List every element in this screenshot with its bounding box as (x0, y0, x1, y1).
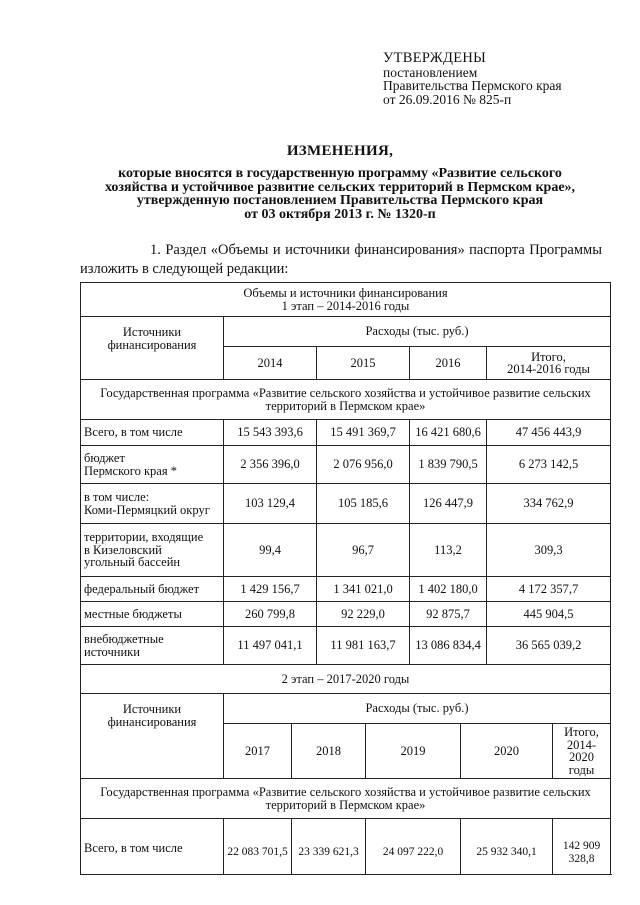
expenses-header: Расходы (тыс. руб.) (224, 694, 611, 724)
table-row (81, 484, 611, 524)
value-cell: 105 185,6 (317, 484, 410, 524)
value-cell: 6 273 142,5 (487, 446, 611, 484)
program-title-line: Государственная программа «Развитие сельского хозяйства и устойчивое развитие сельских (100, 386, 591, 400)
row-label: в том числе: Коми-Пермяцкий округ (81, 484, 224, 524)
paragraph-word: «Объемы (210, 242, 269, 258)
value-cell: 11 981 163,7 (317, 627, 410, 665)
year-header: 2019 (366, 724, 461, 779)
value-cell: 2 356 396,0 (224, 446, 317, 484)
value-cell: 4 172 357,7 (487, 577, 611, 602)
financing-table (80, 282, 611, 875)
total-header-line: 2014-2020 годы (566, 737, 597, 777)
value-cell: 1 341 021,0 (317, 577, 410, 602)
paragraph-word: 1. (150, 242, 161, 258)
table-header (81, 283, 611, 317)
sources-header (81, 317, 224, 380)
value-cell: 309,3 (487, 524, 611, 577)
row-label: федеральный бюджет (81, 577, 224, 602)
paragraph-word: источники (285, 242, 350, 258)
paragraph-word: Раздел (165, 242, 207, 258)
program-title-row (81, 779, 611, 819)
value-cell: 99,4 (224, 524, 317, 577)
value-cell: 2 076 956,0 (317, 446, 410, 484)
table-row (81, 524, 611, 577)
row-label: территории, входящие в Кизеловский угольный бассейн (81, 524, 224, 577)
total-header-line: Итого, (531, 349, 566, 364)
row-label: местные бюджеты (81, 602, 224, 627)
title-line: которые вносятся в государственную программу «Развитие сельского (118, 166, 562, 181)
value-cell: 11 497 041,1 (224, 627, 317, 665)
value-cell: 445 904,5 (487, 602, 611, 627)
value-cell: 92 875,7 (410, 602, 487, 627)
title-line: утвержденную постановлением Правительства Пермского края (136, 193, 544, 209)
year-header: 2018 (292, 724, 366, 779)
paragraph-word: паспорта (469, 242, 525, 258)
value-cell: 103 129,4 (224, 484, 317, 524)
value-cell: 1 839 790,5 (410, 446, 487, 484)
program-title-line: территорий в Пермском крае» (265, 797, 426, 812)
total-header (553, 724, 611, 779)
table-header-line: Объемы и источники финансирования (243, 286, 448, 300)
section-paragraph (80, 241, 602, 278)
value-cell: 334 762,9 (487, 484, 611, 524)
row-label: внебюджетные источники (81, 627, 224, 665)
table-row (81, 420, 611, 446)
title-line: хозяйства и устойчивое развитие сельских территорий в Пермском крае», (104, 179, 576, 195)
paragraph-line (80, 241, 602, 260)
stage2-header: 2 этап – 2017-2020 годы (81, 665, 611, 694)
row-label: Всего, в том числе (81, 819, 224, 875)
value-cell: 22 083 701,5 (224, 819, 292, 875)
value-cell: 24 097 222,0 (366, 819, 461, 875)
approval-heading: УТВЕРЖДЕНЫ (383, 50, 487, 66)
total-header (487, 347, 611, 380)
approval-date: от 26.09.2016 № 825-п (383, 91, 512, 107)
title-line: от 03 октября 2013 г. № 1320-п (244, 206, 436, 222)
value-cell: 142 909 328,8 (553, 819, 611, 875)
table-row (81, 577, 611, 602)
value-cell: 96,7 (317, 524, 410, 577)
value-cell: 113,2 (410, 524, 487, 577)
program-title-line: территорий в Пермском крае» (265, 398, 426, 413)
value-cell: 36 565 039,2 (487, 627, 611, 665)
value-cell: 1 402 180,0 (410, 577, 487, 602)
value-cell: 260 799,8 (224, 602, 317, 627)
paragraph-line: изложить в следующей редакции: (80, 260, 289, 277)
table-row (81, 602, 611, 627)
program-title-line: Государственная программа «Развитие сельского хозяйства и устойчивое развитие сельских (100, 785, 591, 799)
approval-line: постановлением (383, 64, 478, 80)
value-cell: 25 932 340,1 (461, 819, 553, 875)
value-cell: 16 421 680,6 (410, 420, 487, 446)
table-row (81, 819, 611, 875)
sources-header-line: Источники (122, 325, 182, 339)
approval-stamp (383, 52, 562, 106)
value-cell: 47 456 443,9 (487, 420, 611, 446)
sources-header-line: финансирования (107, 714, 197, 729)
row-label: бюджет Пермского края * (81, 446, 224, 484)
expenses-header: Расходы (тыс. руб.) (224, 317, 611, 347)
sources-header-line: финансирования (107, 337, 197, 352)
paragraph-word: Программы (529, 242, 602, 258)
title-heading: ИЗМЕНЕНИЯ, (286, 143, 394, 159)
value-cell: 15 543 393,6 (224, 420, 317, 446)
paragraph-word: финансирования» (354, 242, 465, 258)
value-cell: 15 491 369,7 (317, 420, 410, 446)
document-title (70, 143, 610, 221)
year-header: 2015 (317, 347, 410, 380)
value-cell: 126 447,9 (410, 484, 487, 524)
row-label: Всего, в том числе (81, 420, 224, 446)
year-header: 2014 (224, 347, 317, 380)
total-header-line: Итого, (564, 725, 599, 739)
approval-line: Правительства Пермского края (383, 78, 562, 93)
sources-header (81, 694, 224, 779)
year-header: 2020 (461, 724, 553, 779)
value-cell: 13 086 834,4 (410, 627, 487, 665)
program-title-row (81, 380, 611, 420)
value-cell: 23 339 621,3 (292, 819, 366, 875)
year-header: 2017 (224, 724, 292, 779)
paragraph-word: и (272, 242, 281, 258)
value-cell: 92 229,0 (317, 602, 410, 627)
table-row (81, 446, 611, 484)
year-header: 2016 (410, 347, 487, 380)
value-cell: 1 429 156,7 (224, 577, 317, 602)
table-row (81, 627, 611, 665)
total-header-line: 2014-2016 годы (507, 362, 590, 376)
table-header-line: 1 этап – 2014-2016 годы (281, 298, 410, 313)
sources-header-line: Источники (122, 702, 182, 716)
